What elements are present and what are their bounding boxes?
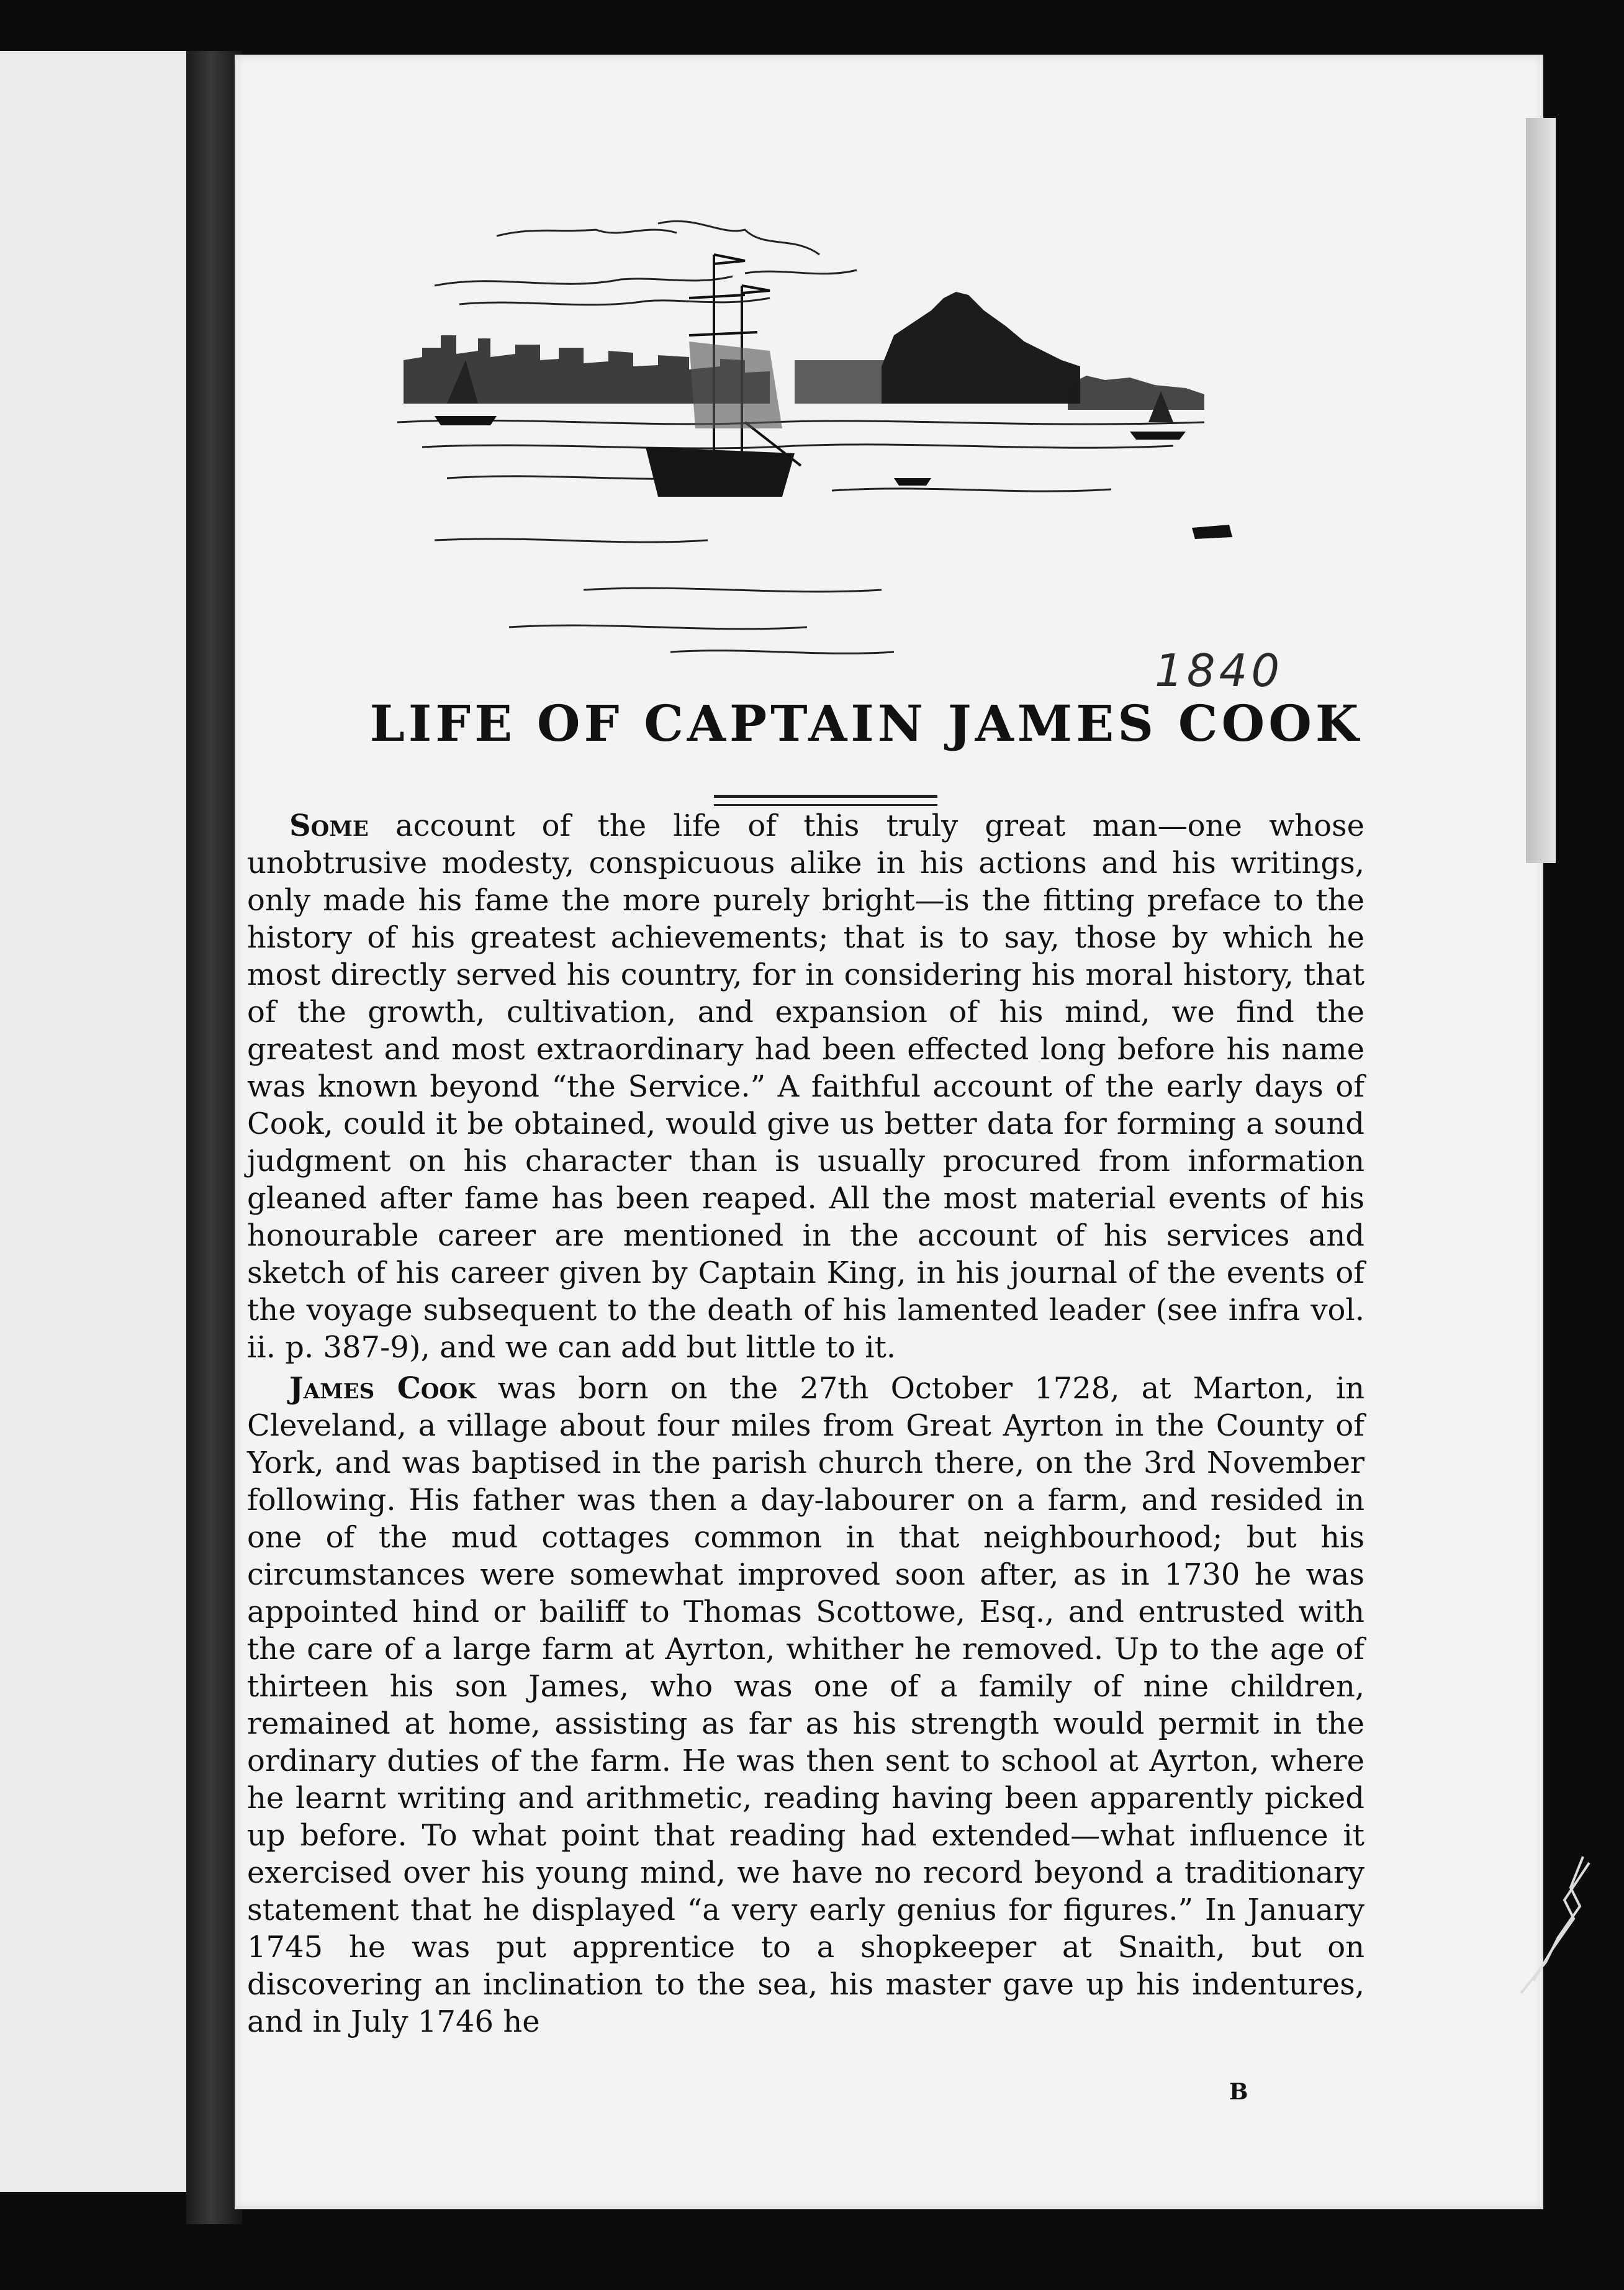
book-spine — [186, 51, 242, 2224]
torn-page-edge — [1496, 1850, 1602, 2012]
paragraph-2-lead: James Cook — [289, 1371, 476, 1406]
title-rule — [714, 795, 937, 806]
paragraph-1-text: account of the life of this truly great man—one whose unobtrusive modesty, conspicuous alike in his actions and his writings, only made his fame the more purely bright—is the fitting preface to the history of his greatest achievements; that is to say, those by which he most directly served his country, for in considering his moral history, that of the growth, cultivation, and expansion of his mind, we find the greatest and most extraordinary had been effected long before his name was known beyond “the Service.” A faithful account of the early days of Cook, could it be obtained, would give us better data for forming a sound judgment on his character than is usually procured from information gleaned after fame has been reaped. All the most material events of his honourable career are mentioned in the account of his services and sketch of his career given by Captain King, in his journal of the events of the voyage subsequent to the death of his lamented leader (see infra vol. ii. p. 387-9), and we can add but little to it. — [247, 808, 1365, 1365]
page-title: LIFE OF CAPTAIN JAMES COOK — [369, 694, 1363, 753]
body-text — [247, 807, 1365, 2040]
handwritten-note: 1840 — [1155, 645, 1284, 697]
harbor-engraving-illustration — [397, 217, 1304, 677]
paragraph-1-lead: Some — [289, 808, 369, 843]
paragraph-1 — [247, 807, 1365, 1366]
signature-mark: B — [1229, 2079, 1248, 2105]
paragraph-2 — [247, 1370, 1365, 2040]
page-edge — [1526, 118, 1556, 863]
paragraph-2-text: was born on the 27th October 1728, at Marton, in Cleveland, a village about four miles from Great Ayrton in the County of York, and was baptised in the parish church there, on the 3rd November following. His father was then a day-labourer on a farm, and resided in one of the mud cottages common in that neighbourhood; but his circumstances were somewhat improved soon after, as in 1730 he was appointed hind or bailiff to Thomas Scottowe, Esq., and entrusted with the care of a large farm at Ayrton, whither he removed. Up to the age of thirteen his son James, who was one of a family of nine children, remained at home, assisting as far as his strength would permit in the ordinary duties of the farm. He was then sent to school at Ayrton, where he learnt writing and arithmetic, reading having been apparently picked up before. To what point that reading had extended—what influence it exercised over his young mind, we have no record beyond a traditionary statement that he displayed “a very early genius for figures.” In January 1745 he was put apprentice to a shopkeeper at Snaith, but on discovering an inclination to the sea, his master gave up his indentures, and in July 1746 he — [247, 1371, 1365, 2039]
